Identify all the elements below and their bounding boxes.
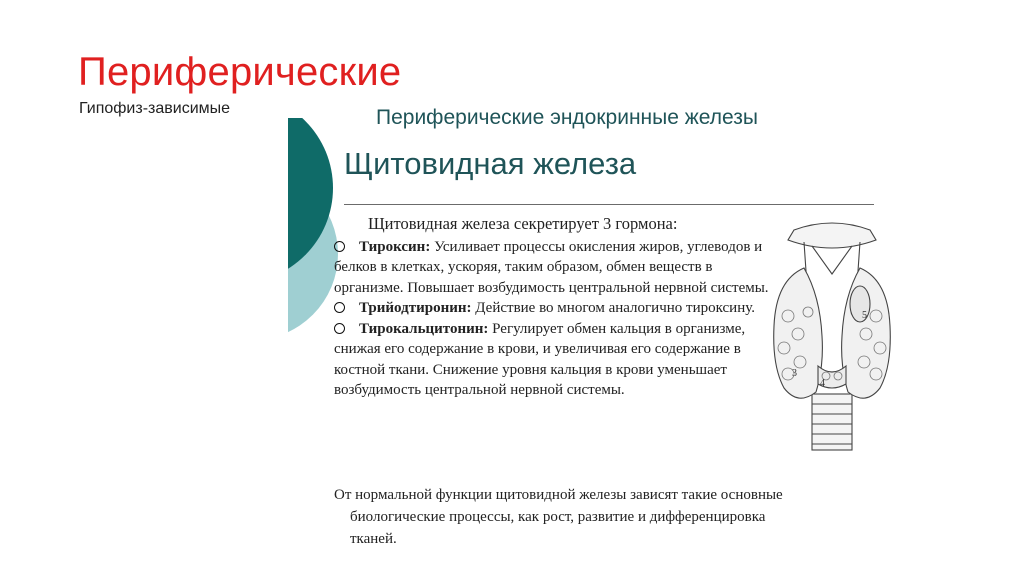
circle-bullet-icon bbox=[334, 323, 345, 334]
panel-heading: Периферические эндокринные железы bbox=[376, 106, 758, 129]
circle-bullet-icon bbox=[334, 241, 345, 252]
thyroid-image-panel bbox=[288, 106, 908, 558]
hormone-desc: Регулирует обмен кальция в организме, снижая его содержание в крови, и увеличивая его содержание в костной ткани. Снижение уровня кальция в крови уменьшает возбудимость центральной нервной системы. bbox=[334, 320, 746, 398]
hormone-term: Тирокальцитонин: bbox=[359, 320, 489, 337]
hormone-item-thyroxine bbox=[334, 237, 774, 299]
diagram-label: 3 bbox=[792, 368, 797, 379]
footer-paragraph bbox=[334, 484, 874, 550]
panel-title: Щитовидная железа bbox=[344, 146, 637, 181]
slide-subtitle: Гипофиз-зависимые bbox=[79, 100, 231, 117]
hormone-item-calcitonin bbox=[334, 319, 774, 401]
slide-title: Периферические bbox=[78, 50, 402, 94]
footer-line: От нормальной функции щитовидной железы зависят такие основные bbox=[334, 487, 783, 503]
hormone-term: Тироксин: bbox=[359, 238, 431, 255]
hormone-item-triiodothyronine bbox=[334, 298, 774, 319]
footer-line: тканей. bbox=[350, 531, 397, 547]
footer-line: биологические процессы, как рост, развитие и дифференцировка bbox=[350, 509, 766, 525]
hormone-list bbox=[334, 214, 774, 401]
diagram-label: 5 bbox=[862, 310, 867, 321]
hormone-desc: Действие во многом аналогично тироксину. bbox=[471, 300, 755, 316]
diagram-label: 4 bbox=[820, 378, 825, 389]
hormone-term: Трийодтиронин: bbox=[359, 300, 472, 316]
divider-line bbox=[344, 204, 874, 205]
hormone-list-lead: Щитовидная железа секретирует 3 гормона: bbox=[368, 214, 678, 233]
hormone-desc: Усиливает процессы окисления жиров, углеводов и белков в клетках, ускоряя, таким образом, обмен веществ в организме. Повышает возбудимость центральной нервной системы. bbox=[334, 238, 769, 296]
thyroid-gland-illustration bbox=[764, 216, 900, 456]
circle-bullet-icon bbox=[334, 302, 345, 313]
